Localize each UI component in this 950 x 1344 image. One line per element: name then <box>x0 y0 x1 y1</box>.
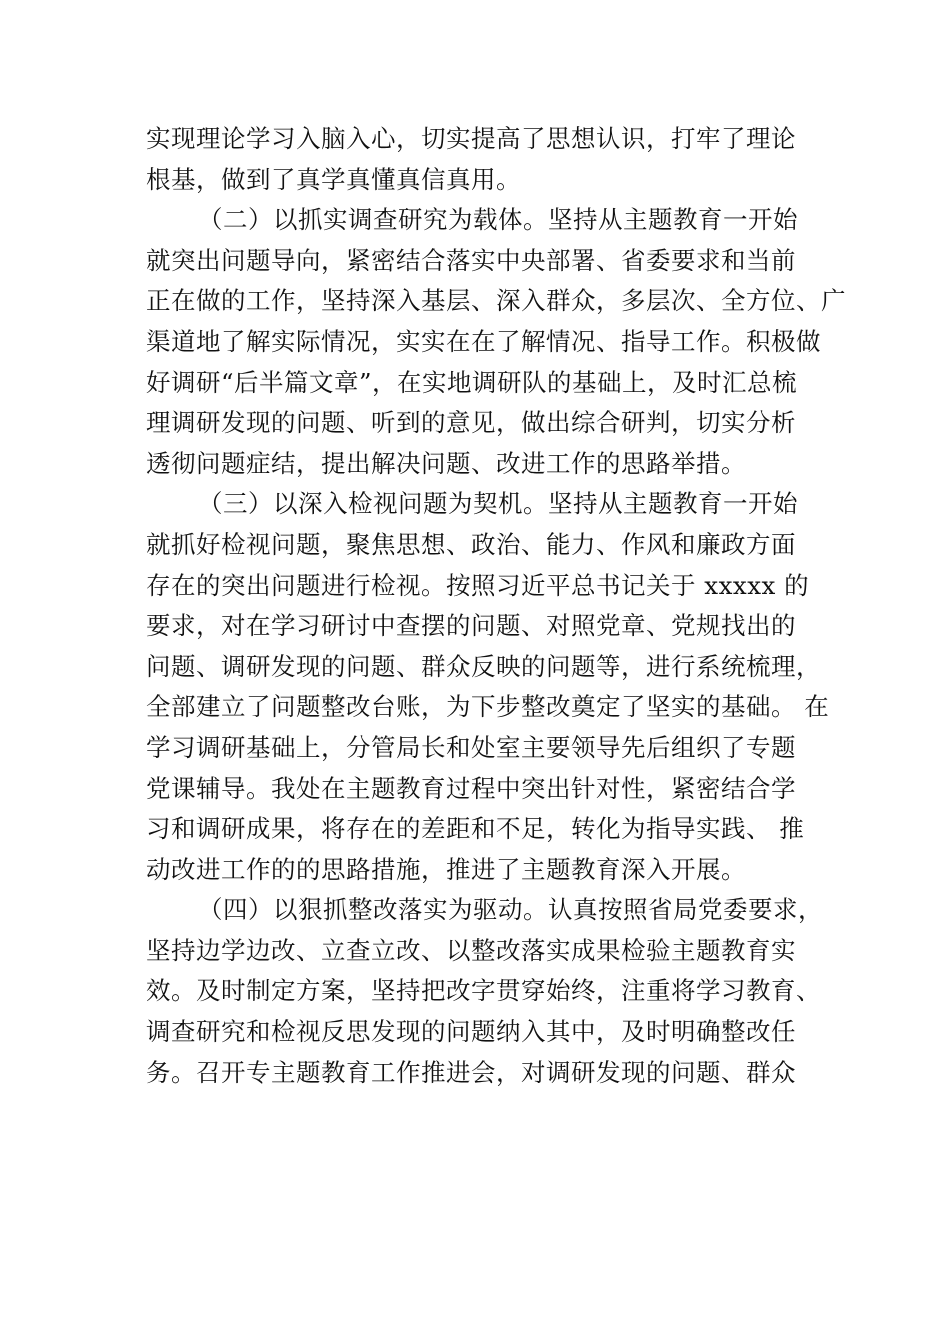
text-line: 渠道地了解实际情况，实实在在了解情况、指导工作。积极做 <box>146 326 821 356</box>
text-line: 学习调研基础上，分管局长和处室主要领导先后组织了专题 <box>146 732 796 762</box>
text-line: 坚持边学边改、立查立改、以整改落实成果检验主题教育实 <box>146 935 796 965</box>
text-line: 问题、调研发现的问题、群众反映的问题等，进行系统梳理， <box>146 651 821 681</box>
text-line: 效。及时制定方案，坚持把改字贯穿始终，注重将学习教育、 <box>146 976 821 1006</box>
text-line: 好调研“后半篇文章”，在实地调研队的基础上，及时汇总梳 <box>146 367 798 397</box>
text-line: 理调研发现的问题、听到的意见，做出综合研判，切实分析 <box>146 408 796 438</box>
body-text <box>146 119 846 1093</box>
section-heading-line: （四）以狠抓整改落实为驱动。认真按照省局党委要求， <box>198 895 823 925</box>
text-line: 全部建立了问题整改台账，为下步整改奠定了坚实的基础。 在 <box>146 692 830 722</box>
text-line: 存在的突出问题进行检视。按照习近平总书记关于 xxxxx 的 <box>146 570 810 600</box>
text-line: 党课辅导。我处在主题教育过程中突出针对性，紧密结合学 <box>146 773 796 803</box>
text-line: 习和调研成果，将存在的差距和不足，转化为指导实践、 推 <box>146 814 805 844</box>
text-line: 务。召开专主题教育工作推进会，对调研发现的问题、群众 <box>146 1057 796 1087</box>
section-heading-line: （三）以深入检视问题为契机。坚持从主题教育一开始 <box>198 489 798 519</box>
text-line: 就突出问题导向，紧密结合落实中央部署、省委要求和当前 <box>146 245 796 275</box>
text-line: 就抓好检视问题，聚焦思想、政治、能力、作风和廉政方面 <box>146 529 796 559</box>
text-line: 实现理论学习入脑入心，切实提高了思想认识，打牢了理论 <box>146 124 796 153</box>
text-line: 正在做的工作，坚持深入基层、深入群众，多层次、全方位、广 <box>146 286 846 316</box>
text-line: 根基，做到了真学真懂真信真用。 <box>146 164 521 194</box>
section-heading-line: （二）以抓实调查研究为载体。坚持从主题教育一开始 <box>198 205 798 235</box>
text-line: 透彻问题症结，提出解决问题、改进工作的思路举措。 <box>146 448 746 478</box>
text-line: 调查研究和检视反思发现的问题纳入其中，及时明确整改任 <box>146 1017 796 1047</box>
text-line: 动改进工作的的思路措施，推进了主题教育深入开展。 <box>146 854 746 884</box>
text-line: 要求，对在学习研讨中查摆的问题、对照党章、党规找出的 <box>146 611 796 641</box>
